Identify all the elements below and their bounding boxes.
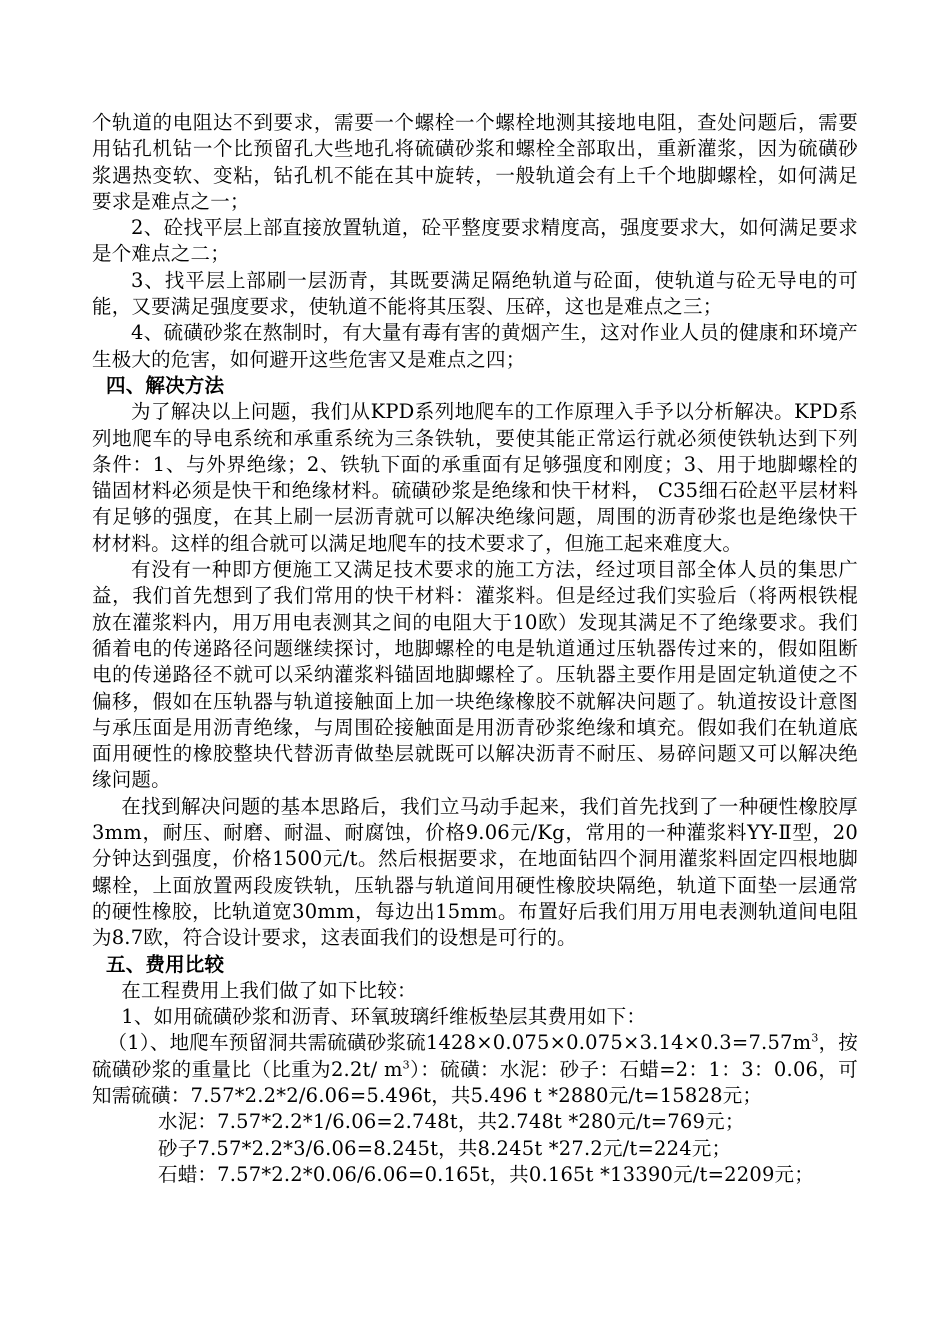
paragraph-difficulty-1-cont: 个轨道的电阻达不到要求，需要一个螺栓一个螺栓地测其接地电阻，查处问题后，需要用钻孔机钻一个比预留孔大些地孔将硫磺砂浆和螺栓全部取出，重新灌浆，因为硫磺砂浆遇热变软、变粘，钻孔机不能在其中旋转，一般轨道会有上千个地脚螺栓，如何满足要求是难点之一； (92, 111, 858, 213)
paragraph-difficulty-2: 2、砼找平层上部直接放置轨道，砼平整度要求精度高，强度要求大，如何满足要求是个难点之二； (92, 216, 858, 266)
paragraph-solution-3: 在找到解决问题的基本思路后，我们立马动手起来，我们首先找到了一种硬性橡胶厚3mm，耐压、耐磨、耐温、耐腐蚀，价格9.06元/Kg，常用的一种灌浆料YY-Ⅱ型，20分钟达到强度，价格1500元/t。然后根据要求，在地面钻四个洞用灌浆料固定四根地脚螺栓，上面放置两段废铁轨，压轨器与轨道间用硬性橡胶块隔绝，轨道下面垫一层通常的硬性橡胶，比轨道宽30mm，每边出15mm。布置好后我们用万用电表测轨道间电阻为8.7欧，符合设计要求，这表面我们的设想是可行的。 (92, 794, 858, 950)
paragraph-cost-option-1: 1、如用硫磺砂浆和沥青、环氧玻璃纤维板垫层其费用如下： (121, 1005, 647, 1029)
calc-line-sand: 砂子7.57*2.2*3/6.06=8.245t，共8.245t *27.2元/t=224元； (158, 1136, 732, 1160)
paragraph-cost-intro: 在工程费用上我们做了如下比较： (121, 978, 417, 1002)
text-segment: ）：硫磺：水泥：砂子：石蜡=2：1：3：0.06，可知需硫磺：7.57*2.2*2/6.06=5.496t，共5.496 t *2880元/t=15828元； (92, 1057, 858, 1107)
section-heading-cost: 五、费用比较 (106, 952, 225, 976)
superscript: 3 (402, 1058, 410, 1072)
calc-line-paraffin: 石蜡：7.57*2.2*0.06/6.06=0.165t，共0.165t *13390元/t=2209元； (158, 1162, 814, 1186)
text-segment: （1）、地爬车预留洞共需硫磺砂浆硫1428×0.075×0.075×3.14×0.3=7.57m (107, 1031, 812, 1055)
paragraph-cost-sulfur-mortar (92, 1030, 858, 1109)
section-heading-solution: 四、解决方法 (106, 373, 225, 397)
paragraph-difficulty-3: 3、找平层上部刷一层沥青，其既要满足隔绝轨道与砼面，使轨道与砼无导电的可能，又要满足强度要求，使轨道不能将其压裂、压碎，这也是难点之三； (92, 268, 858, 319)
calc-line-cement: 水泥：7.57*2.2*1/6.06=2.748t，共2.748t *280元/t=769元； (158, 1110, 745, 1134)
paragraph-difficulty-4: 4、硫磺砂浆在熬制时，有大量有毒有害的黄烟产生，这对作业人员的健康和环境产生极大的危害，如何避开这些危害又是难点之四； (92, 321, 858, 371)
paragraph-solution-2: 有没有一种即方便施工又满足技术要求的施工方法，经过项目部全体人员的集思广益，我们首先想到了我们常用的快干材料：灌浆料。但是经过我们实验后（将两根铁棍放在灌浆料内，用万用电表测其之间的电阻大于10欧）发现其满足不了绝缘要求。我们循着电的传递路径问题继续探讨，地脚螺栓的电是轨道通过压轨器传过来的，假如阻断电的传递路径不就可以采纳灌浆料锚固地脚螺栓了。压轨器主要作用是固定轨道使之不偏移，假如在压轨器与轨道接触面上加一块绝缘橡胶不就解决问题了。轨道按设计意图与承压面是用沥青绝缘，与周围砼接触面是用沥青砂浆绝缘和填充。假如我们在轨道底面用硬性的橡胶整块代替沥青做垫层就既可以解决沥青不耐压、易碎问题又可以解决绝缘问题。 (92, 558, 858, 792)
text-segment: ，按硫磺砂浆的重量比（比重为2.2t/ m (92, 1031, 858, 1081)
superscript: 3 (811, 1031, 819, 1045)
paragraph-solution-1: 为了解决以上问题，我们从KPD系列地爬车的工作原理入手予以分析解决。KPD系列地爬车的导电系统和承重系统为三条铁轨，要使其能正常运行就必须使铁轨达到下列条件：1、与外界绝缘；2、铁轨下面的承重面有足够强度和刚度；3、用于地脚螺栓的锚固材料必须是快干和绝缘材料。硫磺砂浆是绝缘和快干材料， C35细石砼赵平层材料有足够的强度，在其上刷一层沥青就可以解决绝缘问题，周围的沥青砂浆也是绝缘快干材材料。这样的组合就可以满足地爬车的技术要求了，但施工起来难度大。 (92, 400, 858, 555)
